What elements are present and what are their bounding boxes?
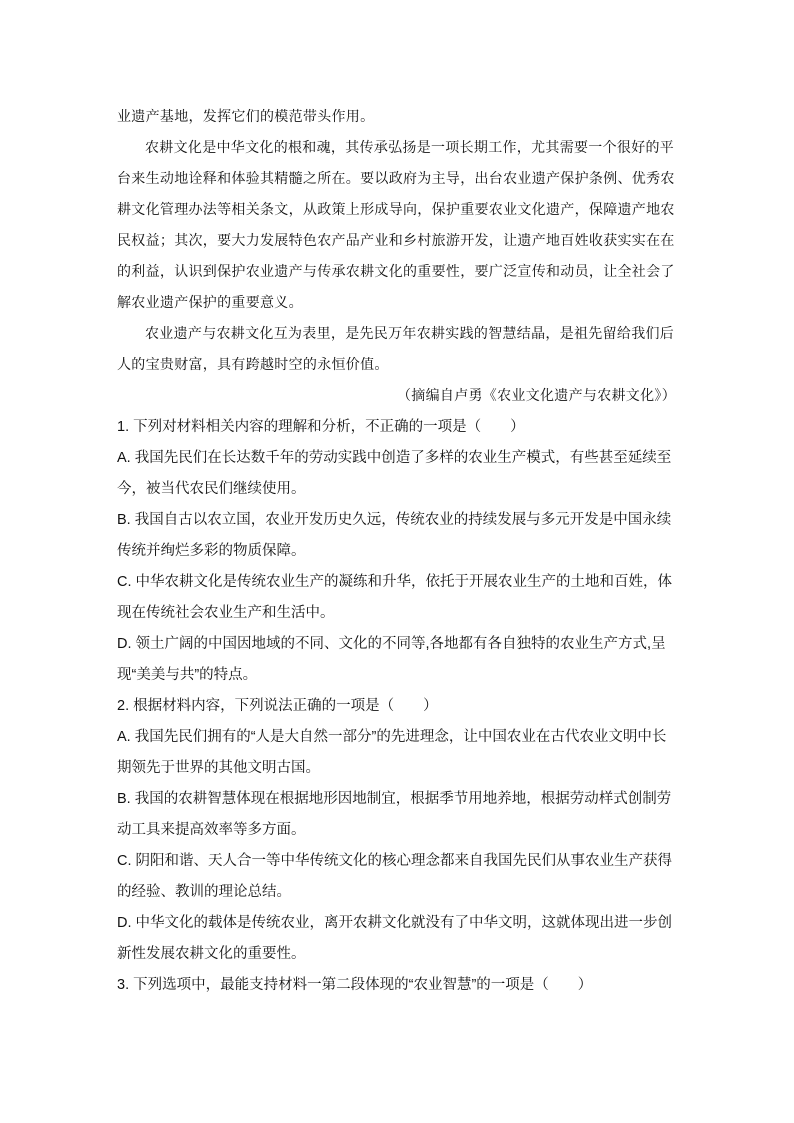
passage-paragraph: 农耕文化是中华文化的根和魂，其传承弘扬是一项长期工作，尤其需要一个很好的平台来生动地诠释和体验其精髓之所在。要以政府为主导，出台农业遗产保护条例、优秀农耕文化管理办法等相关条文，从政策上形成导向，保护重要农业文化遗产，保障遗产地农民权益；其次，要大力发展特色农产品产业和乡村旅游开发，让遗产地百姓收获实实在在的利益，认识到保护农业遗产与传承农耕文化的重要性，要广泛宣传和动员，让全社会了解农业遗产保护的重要意义。 — [117, 140, 675, 311]
option-d: D. 中华文化的载体是传统农业，离开农耕文化就没有了中华文明，这就体现出进一步创新性发展农耕文化的重要性。 — [117, 915, 673, 962]
passage-paragraph: 业遗产基地，发挥它们的模范带头作用。 — [117, 109, 375, 125]
option-a: A. 我国先民们在长达数千年的劳动实践中创造了多样的农业生产模式，有些甚至延续至今，被当代农民们继续使用。 — [117, 450, 672, 497]
passage-paragraph: 农业遗产与农耕文化互为表里，是先民万年农耕实践的智慧结晶，是祖先留给我们后人的宝贵财富，具有跨越时空的永恒价值。 — [117, 326, 675, 373]
question-1 — [117, 412, 680, 691]
question-list — [117, 412, 680, 1001]
option-b: B. 我国的农耕智慧体现在根据地形因地制宜，根据季节用地养地，根据劳动样式创制劳动工具来提高效率等多方面。 — [117, 791, 672, 838]
option-a: A. 我国先民们拥有的“人是大自然一部分”的先进理念，让中国农业在古代农业文明中长期领先于世界的其他文明古国。 — [117, 729, 667, 776]
reading-passage — [117, 102, 680, 412]
passage-citation: （摘编自卢勇《农业文化遗产与农耕文化》） — [397, 388, 676, 404]
option-c: C. 阴阳和谐、天人合一等中华传统文化的核心理念都来自我国先民们从事农业生产获得的经验、教训的理论总结。 — [117, 853, 673, 900]
question-3 — [117, 970, 680, 1001]
option-b: B. 我国自古以农立国，农业开发历史久远，传统农业的持续发展与多元开发是中国永续传统并绚烂多彩的物质保障。 — [117, 512, 672, 559]
question-2 — [117, 691, 680, 970]
option-c: C. 中华农耕文化是传统农业生产的凝练和升华，依托于开展农业生产的土地和百姓，体现在传统社会农业生产和生活中。 — [117, 574, 673, 621]
question-stem: 1. 下列对材料相关内容的理解和分析，不正确的一项是（ ） — [117, 419, 525, 435]
option-d: D. 领土广阔的中国因地域的不同、文化的不同等,各地都有各自独特的农业生产方式,呈现“美美与共”的特点。 — [117, 636, 666, 683]
question-stem: 2. 根据材料内容，下列说法正确的一项是（ ） — [117, 698, 438, 714]
question-stem: 3. 下列选项中，最能支持材料一第二段体现的“农业智慧”的一项是（ ） — [117, 977, 593, 993]
